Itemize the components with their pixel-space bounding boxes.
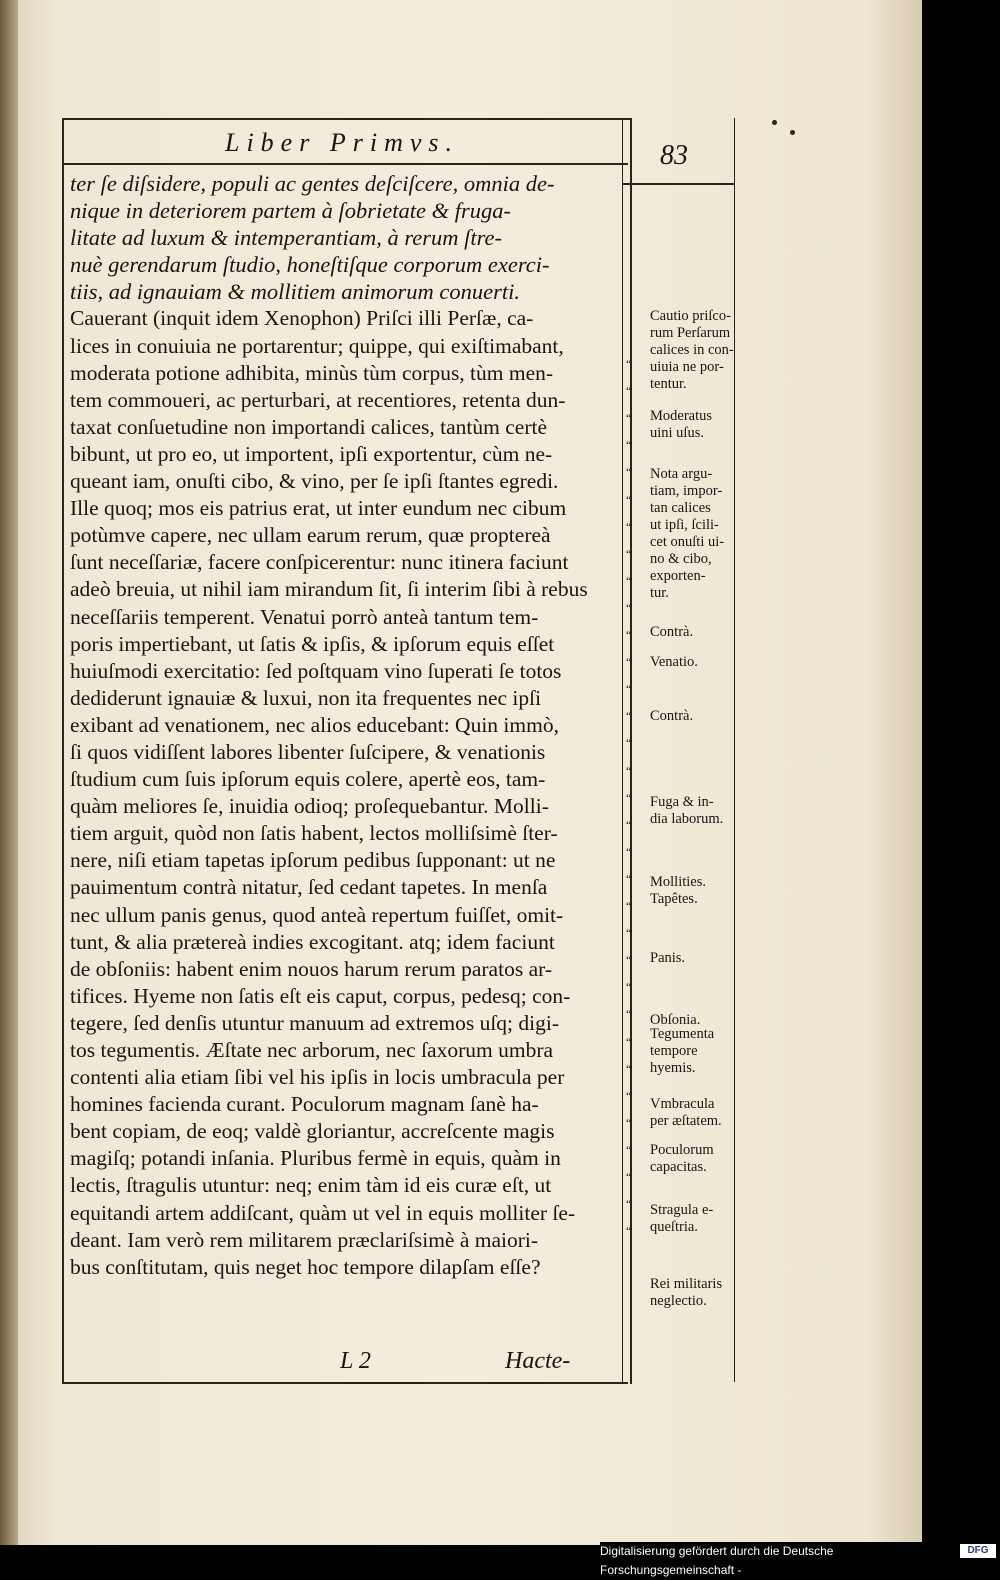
text-line: tos tegumentis. Æſtate nec arborum, nec ſaxorum umbra <box>70 1038 554 1062</box>
signature-mark: L 2 <box>340 1348 371 1374</box>
text-line: deant. Iam verò rem militarem præclariſsimè à maiori- <box>70 1227 539 1252</box>
quotation-mark: “ <box>626 1197 632 1212</box>
quotation-mark: “ <box>626 1088 632 1103</box>
quotation-mark: “ <box>626 519 632 534</box>
text-line: taxat conſuetudine non importandi calices, tantùm certè <box>70 414 548 439</box>
quotation-mark: “ <box>626 980 632 995</box>
book-spine <box>0 0 18 1545</box>
credit-text: Digitalisierung gefördert durch die Deutsche Forschungsgemeinschaft - <box>600 1544 834 1577</box>
quotation-mark: “ <box>626 357 632 371</box>
text-line: bent copiam, de eoq; valdè gloriantur, accreſcente magis <box>70 1119 555 1144</box>
text-line: ſunt neceſſariæ, facere conſpicerentur: nunc itinera faciunt <box>70 550 569 575</box>
text-line: tegere, ſed denſis utuntur manuum ad extremos uſq; digi- <box>70 1010 560 1035</box>
margin-note-line: Tegumenta <box>650 1026 715 1042</box>
catchword: Hacte- <box>505 1348 571 1374</box>
quotation-mark: “ <box>626 763 632 778</box>
quotation-mark: “ <box>626 1007 632 1022</box>
footer-rule <box>62 1382 628 1384</box>
margin-note-line: capacitas. <box>650 1159 707 1175</box>
text-line: bibunt, ut pro eo, ut importent, ipſi exportentur, cùm ne- <box>70 441 553 466</box>
margin-note-line: Poculorum <box>650 1142 714 1158</box>
margin-note-line: uini uſus. <box>650 425 704 441</box>
margin-note-line: Vmbracula <box>650 1096 715 1112</box>
margin-note-line: uiuia ne por- <box>650 359 724 375</box>
margin-note-line: tiam, impor- <box>650 483 723 499</box>
running-head: Liber Primvs. <box>225 128 459 157</box>
text-line: tiis, ad ignauiam & mollitiem animorum conuerti. <box>70 279 520 305</box>
quotation-mark: “ <box>626 492 632 507</box>
text-line: tunt, & alia prætereà indies excogitant. atq; idem faciunt <box>70 929 555 954</box>
quotation-mark: “ <box>626 899 632 913</box>
margin-note-line: Contrà. <box>650 708 694 724</box>
quotation-mark: “ <box>626 1034 632 1049</box>
quotation-mark: “ <box>626 1142 632 1157</box>
quotation-mark: “ <box>626 871 632 886</box>
text-line: ter ſe diſsidere, populi ac gentes deſciſcere, omnia de- <box>70 171 555 196</box>
margin-note-line: Panis. <box>650 950 686 966</box>
margin-note-line: hyemis. <box>650 1060 696 1076</box>
quotation-mark: “ <box>626 953 632 968</box>
text-line: pauimentum contrà nitatur, ſed cedant tapetes. In menſa <box>70 875 548 900</box>
margin-note-line: tur. <box>650 585 669 601</box>
margin-note-line: no & cibo, <box>650 551 712 567</box>
text-line: nec ullum panis genus, quod anteà repertum fuiſſet, omit- <box>70 902 564 927</box>
digitization-credit <box>600 1542 1000 1577</box>
text-line: queant iam, onuſti cibo, & vino, per ſe ipſi ſtantes egredi. <box>70 469 559 494</box>
margin-note-line: Mollities. <box>650 874 706 890</box>
quotation-mark: “ <box>626 1170 632 1184</box>
margin-note-line: tan calices <box>650 500 711 516</box>
text-line: quàm meliores ſe, inuidia odioq; proſequebantur. Molli- <box>70 794 549 819</box>
quotation-mark: “ <box>626 844 632 859</box>
quotation-mark: “ <box>626 790 632 805</box>
text-line: moderata potione adhibita, minùs tùm corpus, tùm men- <box>70 360 554 385</box>
margin-note-line: Stragula e- <box>650 1202 714 1218</box>
margin-note-line: queſtria. <box>650 1219 698 1235</box>
text-line: adeò breuia, ut nihil iam mirandum ſit, ſi interim ſibi à rebus <box>70 577 588 602</box>
margin-note-line: calices in con- <box>650 342 734 358</box>
margin-note-line: Rei militaris <box>650 1276 723 1292</box>
quotation-mark: “ <box>626 709 632 724</box>
margin-note-line: Moderatus <box>650 408 713 424</box>
quotation-mark: “ <box>626 655 632 670</box>
margin-note-line: ut ipſi, ſcili- <box>650 517 719 533</box>
text-line: bus conſtitutam, quis neget hoc tempore dilapſam eſſe? <box>70 1254 541 1279</box>
text-line: exibant ad venationem, nec alios educebant: Quin immò, <box>70 712 559 737</box>
text-line: litate ad luxum & intemperantiam, à rerum ſtre- <box>70 225 503 251</box>
text-line: lices in conuiuia ne portarentur; quippe, qui exiſtimabant, <box>70 333 564 358</box>
text-line: lectis, ſtragulis utuntur: neq; enim tàm id eis curæ eſt, ut <box>70 1173 552 1198</box>
margin-note-line: Venatio. <box>650 654 698 670</box>
text-line: tiem arguit, quòd non ſatis habent, lectos molliſsimè ſter- <box>70 821 558 846</box>
quotation-mark: “ <box>626 573 632 588</box>
quotation-mark: “ <box>626 1224 632 1239</box>
quotation-mark: “ <box>626 384 632 399</box>
margin-note-line: Tapêtes. <box>650 891 698 907</box>
text-line: potùmve capere, nec ullam earum rerum, quæ proptereà <box>70 523 551 548</box>
text-line: magiſq; potandi inſania. Pluribus fermè in equis, quàm in <box>70 1146 561 1171</box>
quotation-mark: “ <box>626 546 632 561</box>
dfg-logo: DFG <box>960 1544 996 1558</box>
quotation-mark: “ <box>626 1115 632 1130</box>
margin-note-line: Contrà. <box>650 624 694 640</box>
text-line: tifices. Hyeme non ſatis eſt eis caput, corpus, pedesq; con- <box>70 983 571 1008</box>
body-text <box>70 170 620 1281</box>
margin-note-line: tentur. <box>650 376 687 392</box>
text-line: homines facienda curant. Poculorum magnam ſanè ha- <box>70 1092 539 1117</box>
text-line: nere, niſi etiam tapetas ipſorum pedibus ſupponant: ut ne <box>70 848 556 873</box>
quotation-mark: “ <box>626 736 632 751</box>
quotation-mark: “ <box>626 682 632 697</box>
text-line: tem commoueri, ac perturbari, at recentiores, retenta dun- <box>70 387 566 412</box>
margin-note-line: Cautio priſco- <box>650 308 731 324</box>
quotation-mark: “ <box>626 438 632 453</box>
speck-mark <box>772 120 777 125</box>
header-rule <box>62 163 628 165</box>
margin-note-line: dia laborum. <box>650 811 724 827</box>
page-number: 83 <box>660 140 688 171</box>
text-line: neceſſariis temperent. Venatui porrò anteà tantum tem- <box>70 604 539 629</box>
quotation-mark: “ <box>626 817 632 832</box>
margin-note-line: tempore <box>650 1043 698 1059</box>
quotation-mark: “ <box>626 1061 632 1076</box>
quotation-mark: “ <box>626 411 632 426</box>
text-line: equitandi artem addiſcant, quàm ut vel in equis molliter ſe- <box>70 1200 576 1225</box>
text-line: nuè gerendarum ſtudio, honeſtiſque corporum exerci- <box>70 252 550 278</box>
margin-note-line: Fuga & in- <box>650 794 714 810</box>
margin-note-line: cet onuſti ui- <box>650 534 725 550</box>
quotation-mark: “ <box>626 628 632 642</box>
text-line: Cauerant (inquit idem Xenophon) Priſci illi Perſæ, ca- <box>70 306 534 331</box>
margin-note-line: rum Perſarum <box>650 325 731 341</box>
text-line: huiuſmodi exercitatio: ſed poſtquam vino ſuperati ſe totos <box>70 658 562 683</box>
text-line: Ille quoq; mos eis patrius erat, ut inter eundum nec cibum <box>70 496 567 521</box>
text-line: ſtudium cum ſuis ipſorum equis colere, apertè eos, tam- <box>70 767 546 792</box>
quotation-mark: “ <box>626 465 632 480</box>
text-line: ſi quos vidiſſent labores libenter ſuſcipere, & venationis <box>70 739 546 764</box>
quotation-mark: “ <box>626 600 632 615</box>
speck-mark <box>790 130 795 135</box>
margin-note-line: Obſonia. <box>650 1012 701 1028</box>
text-line: de obſoniis: habent enim nouos harum rerum paratos ar- <box>70 956 552 981</box>
text-line: nique in deteriorem partem à ſobrietate & fruga- <box>70 198 511 224</box>
margin-column-rule <box>622 118 623 1382</box>
margin-note-line: neglectio. <box>650 1293 707 1309</box>
quotation-mark: “ <box>626 926 632 941</box>
text-line: dediderunt ignauiæ & luxui, non ita frequentes nec ipſi <box>70 685 542 710</box>
margin-note-line: exporten- <box>650 568 706 584</box>
folio-rule <box>622 183 734 185</box>
margin-note-line: Nota argu- <box>650 466 713 482</box>
margin-note-line: per æſtatem. <box>650 1113 722 1129</box>
text-line: poris impertiebant, ut ſatis & ipſis, & ipſorum equis eſſet <box>70 631 555 656</box>
text-line: contenti alia etiam ſibi vel his ipſis in locis umbracula per <box>70 1065 565 1090</box>
